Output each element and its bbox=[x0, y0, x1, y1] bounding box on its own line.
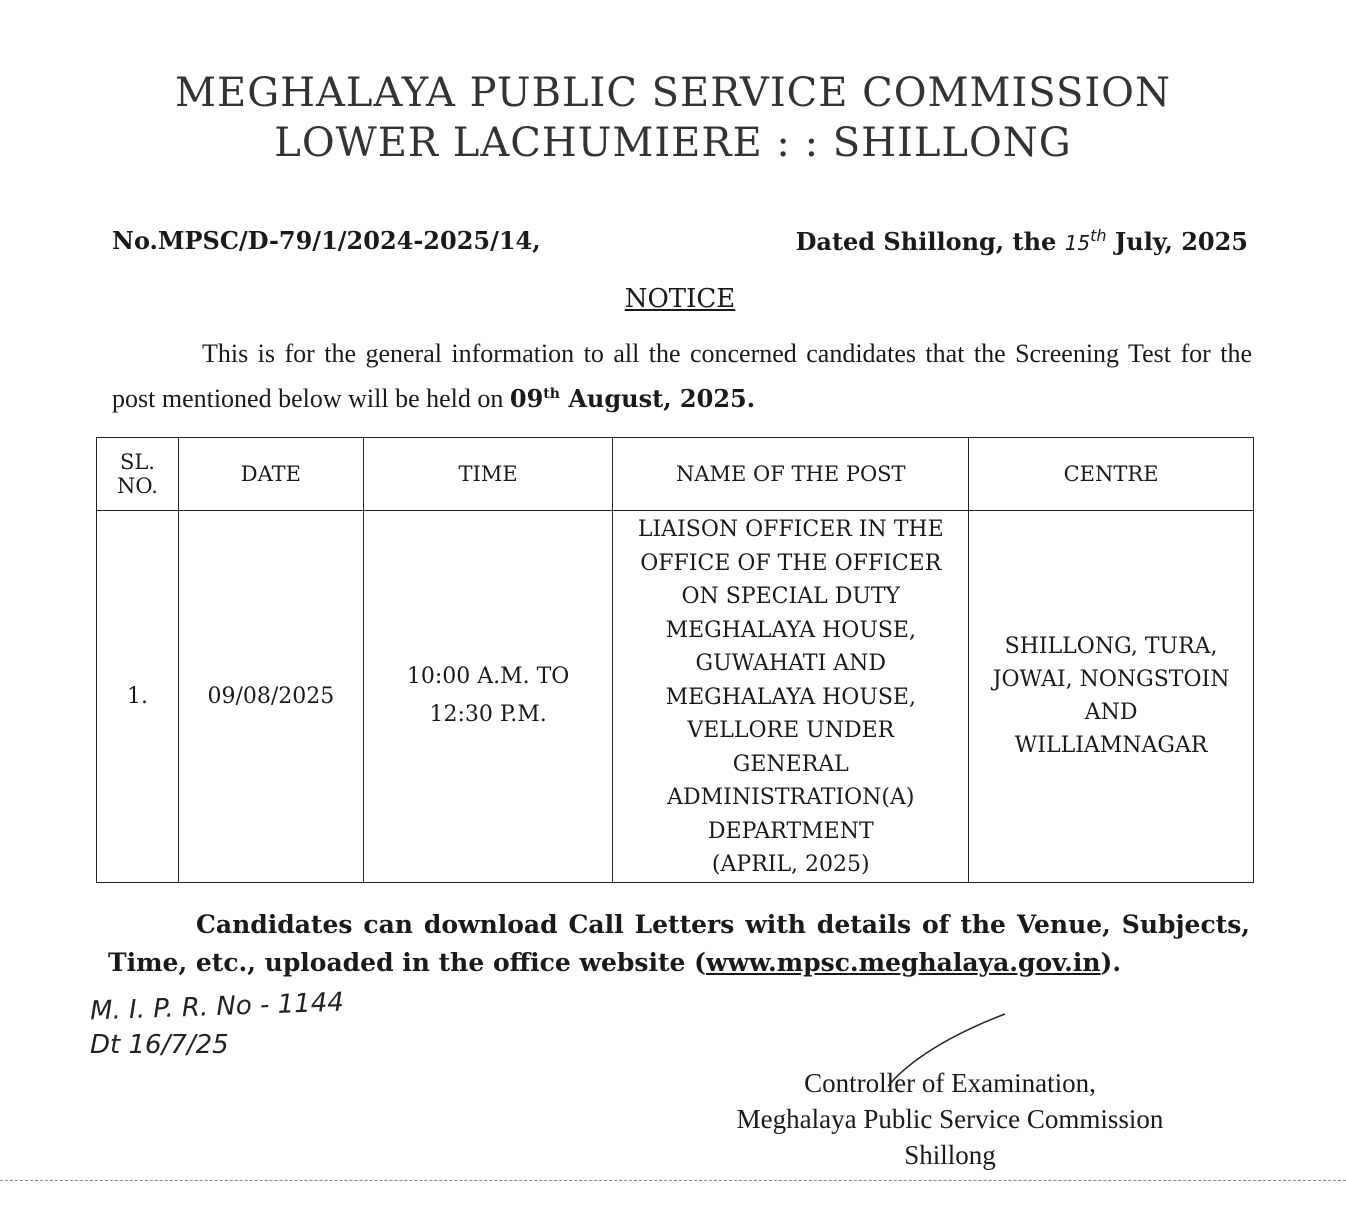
call-letter-note: Candidates can download Call Letters with details of the Venue, Subjects, Time, etc., uploaded in the office website (www.mpsc.meghalaya.gov.in). bbox=[108, 910, 1250, 977]
exam-date: 09th August, 2025. bbox=[509, 384, 756, 413]
table-header-row bbox=[97, 438, 1254, 511]
header-centre: CENTRE bbox=[969, 438, 1254, 511]
cell-date: 09/08/2025 bbox=[178, 511, 363, 883]
dated-prefix: Dated Shillong, the bbox=[795, 227, 1057, 256]
page-edge-rule bbox=[0, 1180, 1346, 1181]
exam-schedule-table bbox=[96, 437, 1254, 883]
signatory-location: Shillong bbox=[904, 1140, 996, 1170]
cell-time: 10:00 A.M. TO 12:30 P.M. bbox=[363, 511, 613, 883]
header-date: DATE bbox=[178, 438, 363, 511]
notice-title: NOTICE bbox=[624, 284, 736, 314]
cell-sl: 1. bbox=[97, 511, 179, 883]
cell-post: LIAISON OFFICER IN THE OFFICE OF THE OFFICER ON SPECIAL DUTY MEGHALAYA HOUSE, GUWAHATI AND MEGHALAYA HOUSE, VELLORE UNDER GENERAL ADMINISTRATION(A) DEPARTMENT (APRIL, 2025) bbox=[613, 511, 969, 883]
day-suffix: th bbox=[1090, 226, 1107, 245]
table-row bbox=[97, 511, 1254, 883]
signatory-organisation: Meghalaya Public Service Commission bbox=[736, 1104, 1164, 1134]
handwritten-note-line1: M. I. P. R. No - 1144 bbox=[89, 987, 345, 1027]
signatory-title: Controller of Examination, bbox=[804, 1068, 1096, 1098]
cell-centre: SHILLONG, TURA, JOWAI, NONGSTOIN AND WILLIAMNAGAR bbox=[969, 511, 1254, 883]
issue-date bbox=[796, 226, 1248, 256]
header-post: NAME OF THE POST bbox=[613, 438, 969, 511]
notice-intro bbox=[112, 334, 1252, 419]
reference-number: No.MPSC/D-79/1/2024-2025/14, bbox=[112, 226, 541, 255]
dated-month-year: July, 2025 bbox=[1114, 227, 1248, 256]
header-time: TIME bbox=[363, 438, 613, 511]
handwritten-note-line2: Dt 16/7/25 bbox=[90, 1030, 229, 1060]
header-sl-no: SL. NO. bbox=[97, 438, 179, 511]
header-title: MEGHALAYA PUBLIC SERVICE COMMISSION bbox=[175, 70, 1171, 116]
intro-text: This is for the general information to all the concerned candidates that the Screening Test for the post mentioned below will be held on bbox=[112, 339, 1252, 413]
header-address: LOWER LACHUMIERE : : SHILLONG bbox=[274, 120, 1072, 166]
website-link[interactable]: www.mpsc.meghalaya.gov.in bbox=[705, 948, 1101, 977]
handwritten-day: 15 bbox=[1064, 231, 1091, 255]
